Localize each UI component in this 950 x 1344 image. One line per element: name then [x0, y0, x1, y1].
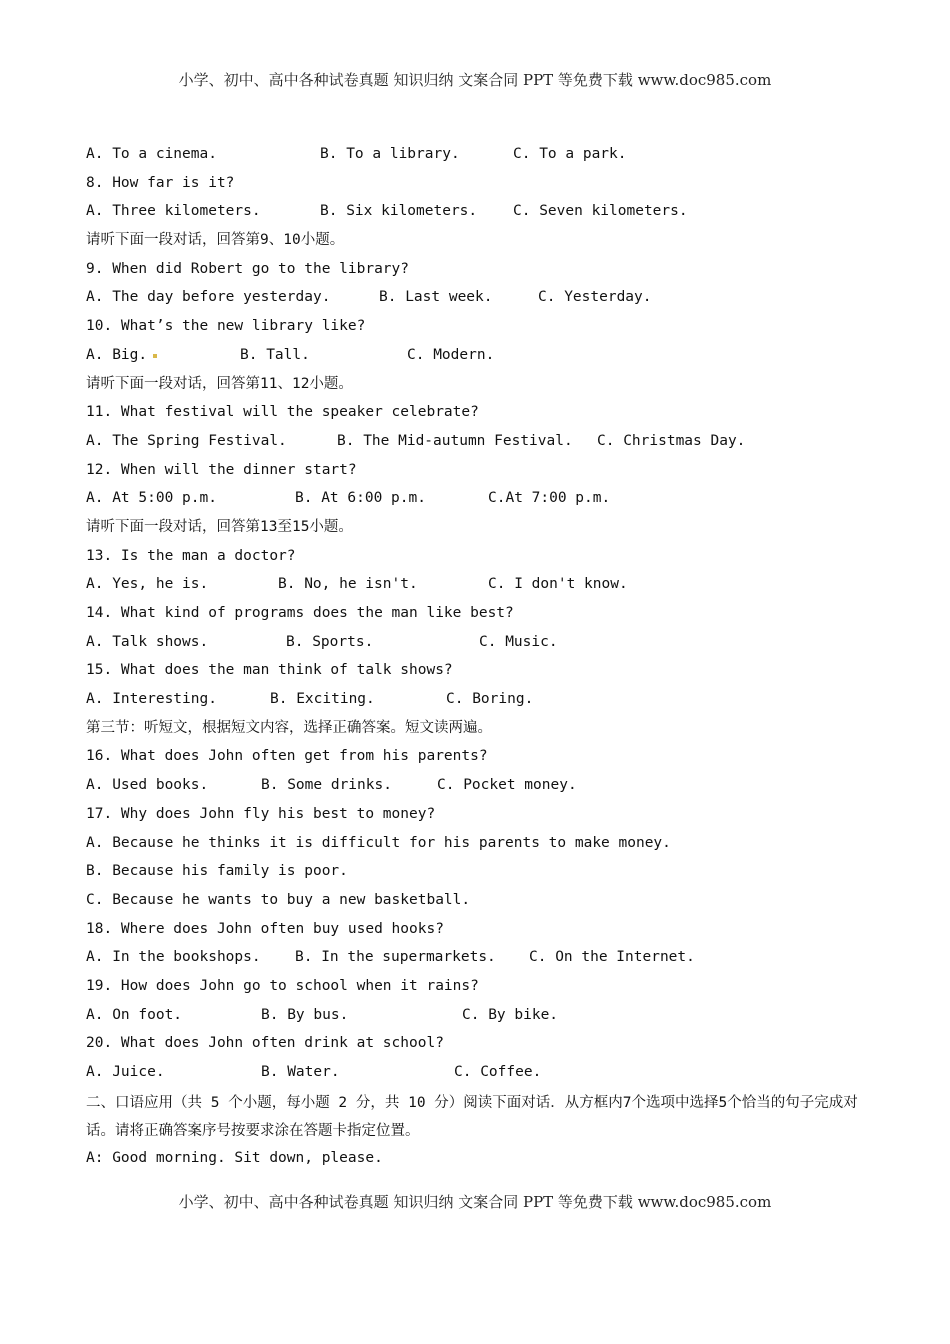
option-c: C. Pocket money. — [437, 777, 577, 794]
option-b: B. Some drinks. — [261, 777, 392, 794]
options-row-15 — [86, 687, 866, 716]
instruction-9-10: 请听下面一段对话，回答第9、10小题。 — [86, 232, 345, 249]
question-13: 13. Is the man a doctor? — [86, 547, 296, 564]
option-a-text: A. Big. — [86, 346, 148, 363]
option-b: B. Last week. — [379, 289, 493, 306]
option-b: B. Sports. — [286, 633, 374, 650]
option-c: C. Coffee. — [454, 1064, 542, 1080]
option-b: B. At 6:00 p.m. — [295, 490, 426, 507]
option-a — [86, 343, 240, 372]
options-row-16 — [86, 773, 866, 802]
option-a: A. Yes, he is. — [86, 576, 209, 593]
options-row-8 — [86, 199, 866, 228]
instruction-13-15: 请听下面一段对话，回答第13至15小题。 — [86, 518, 353, 535]
options-row-12 — [86, 486, 866, 515]
option-c: C. I don't know. — [488, 576, 628, 593]
question-16: 16. What does John often get from his parents? — [86, 748, 488, 765]
question-9: 9. When did Robert go to the library? — [86, 260, 410, 277]
page-header: 小学、初中、高中各种试卷真题 知识归纳 文案合同 PPT 等免费下载 www.doc985.com — [178, 71, 772, 89]
question-19: 19. How does John go to school when it rains? — [86, 977, 479, 994]
option-17c: C. Because he wants to buy a new basketball. — [86, 891, 471, 908]
question-17: 17. Why does John fly his best to money? — [86, 805, 436, 822]
option-a: A. Used books. — [86, 777, 209, 794]
options-row-7 — [86, 142, 866, 171]
option-c: C.At 7:00 p.m. — [488, 490, 611, 507]
dialog-line-1: A: Good morning. Sit down, please. — [86, 1150, 383, 1167]
options-row-13 — [86, 572, 866, 601]
part-2-instructions: 二、口语应用（共 5 个小题，每小题 2 分，共 10 分）阅读下面对话．从方框内7个选项中选择5个恰当的句子完成对话。请将正确答案序号按要求涂在答题卡指定位置。 — [86, 1094, 858, 1140]
option-b: B. To a library. — [320, 146, 460, 162]
option-a: A. Three kilometers. — [86, 203, 261, 220]
option-a: A. Interesting. — [86, 691, 217, 708]
option-a: A. To a cinema. — [86, 146, 217, 162]
question-18: 18. Where does John often buy used hooks? — [86, 920, 444, 937]
question-10: 10. What’s the new library like? — [86, 318, 366, 335]
question-15: 15. What does the man think of talk shows? — [86, 662, 453, 679]
option-c: C. On the Internet. — [529, 949, 695, 966]
options-row-14 — [86, 630, 866, 659]
option-c: C. By bike. — [462, 1006, 559, 1023]
question-12: 12. When will the dinner start? — [86, 461, 357, 478]
options-row-19 — [86, 1003, 866, 1032]
option-b: B. The Mid-autumn Festival. — [337, 432, 573, 449]
option-a: A. At 5:00 p.m. — [86, 490, 217, 507]
option-b: B. By bus. — [261, 1006, 349, 1023]
option-a: A. The Spring Festival. — [86, 432, 287, 449]
option-c: C. Seven kilometers. — [513, 203, 688, 220]
question-20: 20. What does John often drink at school? — [86, 1035, 444, 1052]
option-b: B. No, he isn't. — [278, 576, 418, 593]
option-17a: A. Because he thinks it is difficult for his parents to make money. — [86, 834, 671, 851]
option-a: A. Juice. — [86, 1064, 165, 1080]
question-14: 14. What kind of programs does the man like best? — [86, 605, 514, 621]
option-c: C. To a park. — [513, 146, 627, 162]
option-17b: B. Because his family is poor. — [86, 863, 348, 880]
option-a: A. In the bookshops. — [86, 949, 261, 966]
option-b: B. Exciting. — [270, 691, 375, 708]
option-c: C. Christmas Day. — [597, 432, 746, 449]
option-c: C. Yesterday. — [538, 289, 652, 306]
option-a: A. On foot. — [86, 1006, 183, 1023]
options-row-9 — [86, 285, 866, 314]
option-b: B. In the supermarkets. — [295, 949, 496, 966]
options-row-10 — [86, 343, 866, 372]
option-b: B. Tall. — [240, 346, 310, 363]
option-c: C. Music. — [479, 633, 558, 650]
exam-content — [86, 142, 866, 1175]
option-c: C. Boring. — [446, 691, 534, 708]
option-a: A. The day before yesterday. — [86, 289, 331, 306]
options-row-11 — [86, 429, 866, 458]
instruction-11-12: 请听下面一段对话，回答第11、12小题。 — [86, 375, 353, 392]
option-b: B. Water. — [261, 1064, 340, 1080]
options-row-20 — [86, 1060, 866, 1089]
options-row-18 — [86, 945, 866, 974]
option-b: B. Six kilometers. — [320, 203, 478, 220]
question-8: 8. How far is it? — [86, 174, 235, 191]
option-a: A. Talk shows. — [86, 633, 209, 650]
page-footer: 小学、初中、高中各种试卷真题 知识归纳 文案合同 PPT 等免费下载 www.doc985.com — [178, 1193, 772, 1211]
section-3-heading: 第三节：听短文，根据短文内容，选择正确答案。短文读两遍。 — [86, 719, 492, 736]
question-11: 11. What festival will the speaker celebrate? — [86, 404, 479, 421]
option-c: C. Modern. — [407, 346, 495, 363]
yellow-mark — [153, 354, 157, 358]
